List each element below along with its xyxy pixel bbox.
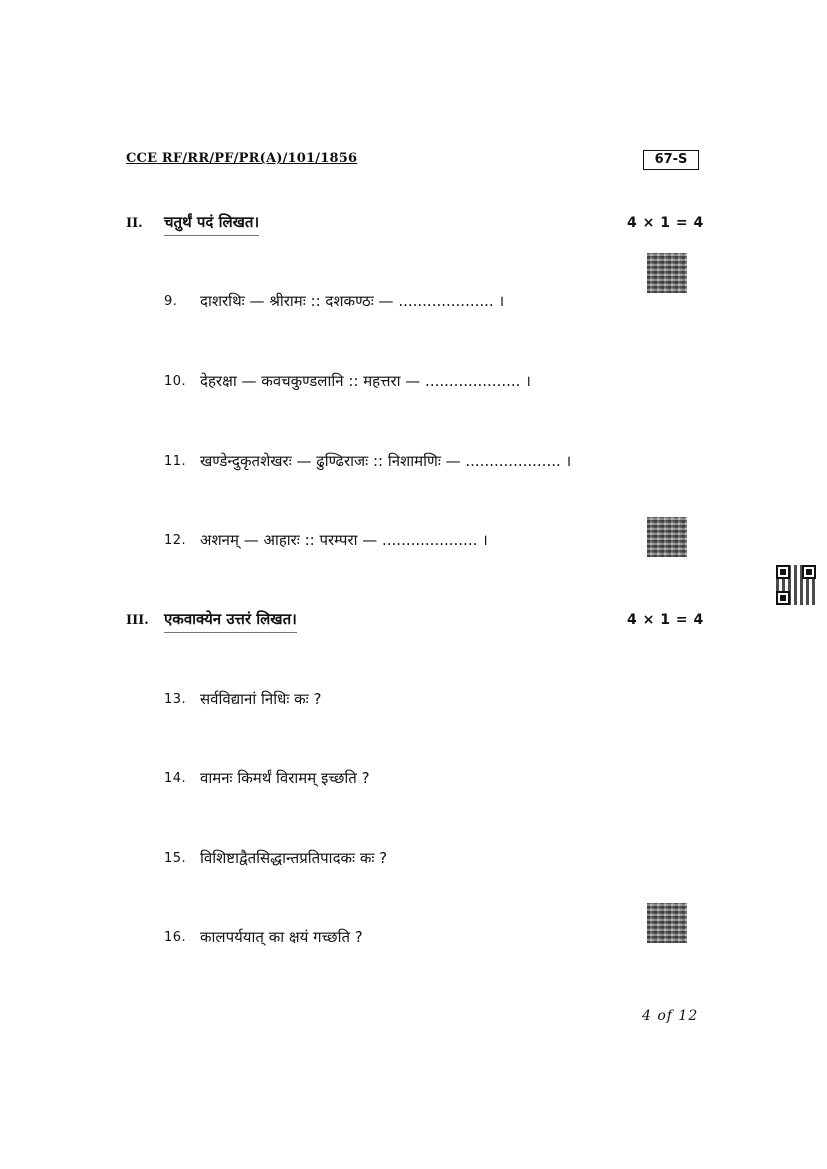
question-number: 12. bbox=[164, 533, 187, 548]
scan-code-image bbox=[647, 517, 687, 557]
section-number: II. bbox=[126, 216, 143, 231]
question-text: अशनम् — आहारः :: परम्परा — .................... । bbox=[200, 531, 488, 549]
question-text: कालपर्ययात् का क्षयं गच्छति ? bbox=[200, 928, 363, 946]
paper-code-box: 67-S bbox=[643, 150, 699, 170]
question-number: 14. bbox=[164, 771, 187, 786]
section-marks: 4 × 1 = 4 bbox=[627, 612, 704, 628]
section-marks: 4 × 1 = 4 bbox=[627, 215, 704, 231]
question-paper-code: CCE RF/RR/PF/PR(A)/101/1856 bbox=[126, 151, 358, 166]
question-number: 13. bbox=[164, 692, 187, 707]
scan-code-image bbox=[647, 253, 687, 293]
page-number: 4 of 12 bbox=[642, 1008, 699, 1024]
question-number: 10. bbox=[164, 374, 187, 389]
question-number: 11. bbox=[164, 454, 187, 469]
question-text: वामनः किमर्थं विरामम् इच्छति ? bbox=[200, 769, 370, 787]
section-title: एकवाक्येन उत्तरं लिखत। bbox=[164, 609, 297, 633]
question-text: विशिष्टाद्वैतसिद्धान्तप्रतिपादकः कः ? bbox=[200, 849, 388, 867]
section-number: III. bbox=[126, 613, 149, 628]
scan-code-image bbox=[647, 903, 687, 943]
question-text: सर्वविद्यानां निधिः कः ? bbox=[200, 690, 322, 708]
qr-code-icon bbox=[776, 565, 816, 605]
question-text: देहरक्षा — कवचकुण्डलानि :: महत्तरा — .................... । bbox=[200, 372, 531, 390]
section-title: चतुर्थं पदं लिखत। bbox=[164, 212, 259, 236]
question-number: 16. bbox=[164, 930, 187, 945]
question-number: 9. bbox=[164, 294, 178, 309]
question-number: 15. bbox=[164, 851, 187, 866]
question-text: दाशरथिः — श्रीरामः :: दशकण्ठः — .................... । bbox=[200, 292, 505, 310]
question-text: खण्डेन्दुकृतशेखरः — ढुण्ढिराजः :: निशामणिः — .................... । bbox=[200, 452, 572, 470]
